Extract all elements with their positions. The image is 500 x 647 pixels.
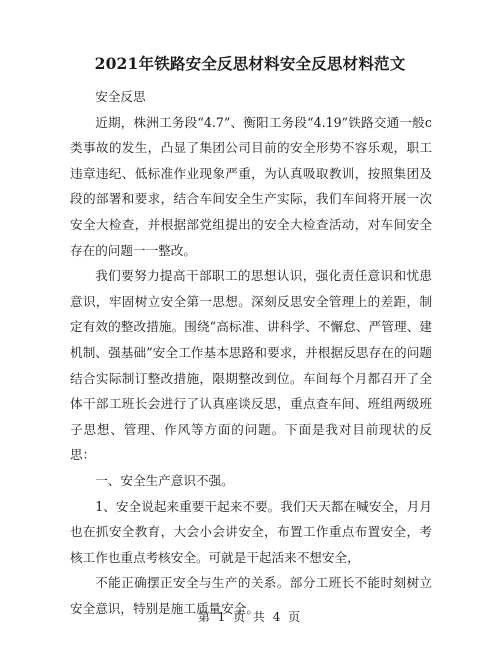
paragraph: 安全反思 — [95, 89, 146, 104]
paragraph: 我们要努力提高干部职工的思想认识，强化责任意识和忧患意识，牢固树立安全第一思想。深刻反思安全管理上的差距，制定有效的整改措施。围绕“高标准、讲科学、不懈怠、严管理、建机制、强基础”安全工作基本思路和要求，并根据反思存在的问题结合实际制订整改措施，限期整改到位。车间每个月都召开了全体干部工班长会进行了认真座谈反思，重点查车间、班组两级班子思想、管理、作风等方面的问题。下面是我对目前现状的反思： — [70, 268, 432, 463]
paragraph: 一、安全生产意识不强。 — [95, 472, 234, 488]
page-footer: 第 1 页 共 4 页 — [197, 610, 303, 624]
document-title: 2021年铁路安全反思材料安全反思材料范文 — [94, 54, 406, 73]
paragraph: 1、安全说起来重要干起来不要。我们天天都在喊安全，月月也在抓安全教育，大会小会讲安全，布置工作重点布置安全，考核工作也重点考核安全。可就是干起活来不想安全， — [70, 498, 432, 565]
paragraph: 近期，株洲工务段“4.7”、衡阳工务段“4.19”铁路交通一般c类事故的发生，凸显了集团公司目前的安全形势不容乐观，职工违章违纪、低标准作业现象严重，为认真吸取教训，按照集团及段的部署和要求，结合车间安全生产实际，我们车间将开展一次安全大检查，并根据部党组提出的安全大检查活动，对车间安全存在的问题一一整改。 — [70, 114, 432, 258]
document-body — [70, 84, 432, 621]
paragraph: 不能正确摆正安全与生产的关系。部分工班长不能时刻树立安全意识，特别是施工质量安全。 — [70, 575, 432, 616]
